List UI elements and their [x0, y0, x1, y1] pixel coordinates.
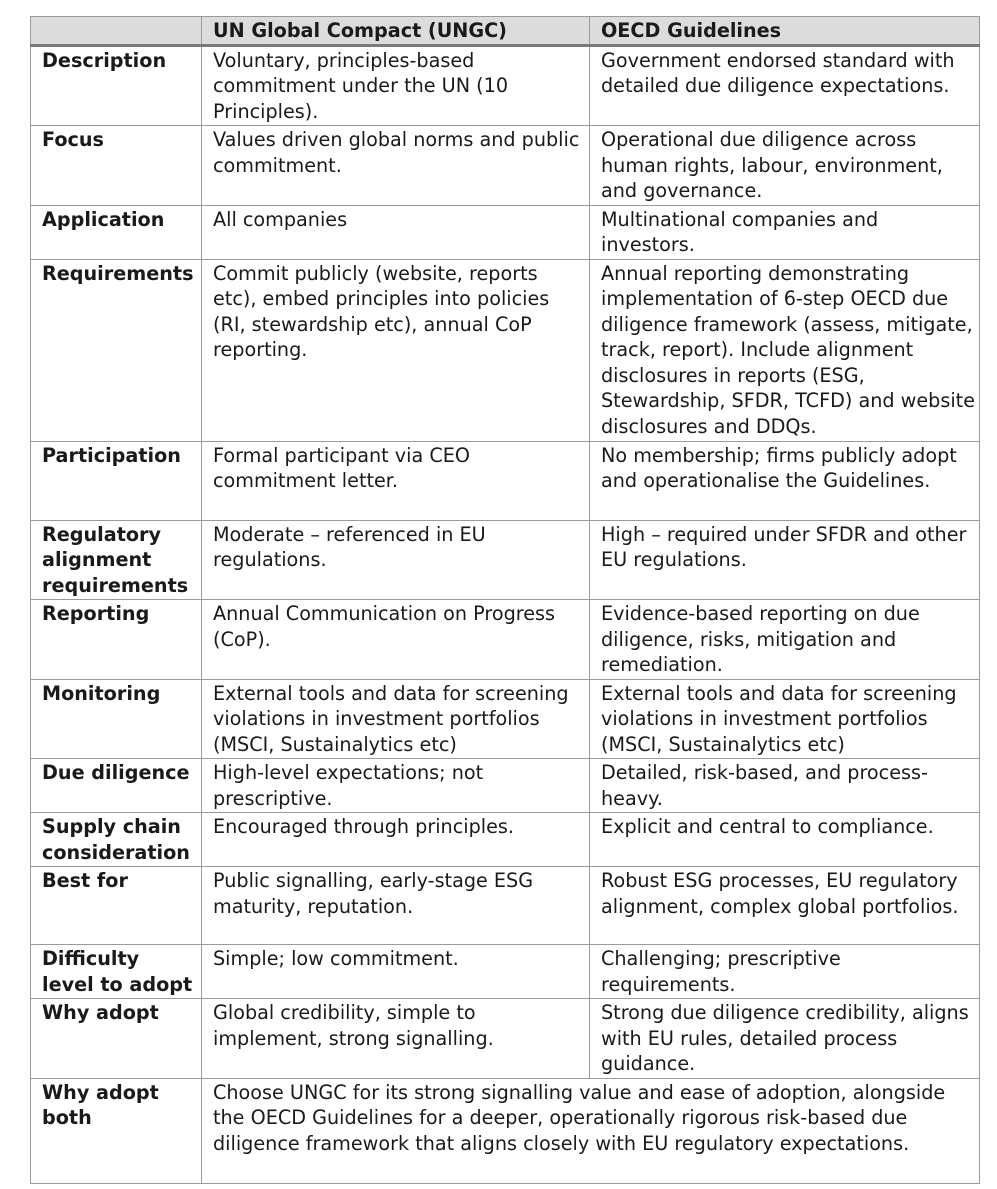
row-label: Participation [31, 441, 202, 520]
ungc-cell: Annual Communication on Progress (CoP). [202, 600, 590, 680]
row-label: Regulatory alignment requirements [31, 520, 202, 600]
row-label: Why adopt [31, 999, 202, 1079]
table-row [31, 520, 980, 600]
table-row [31, 45, 980, 126]
oecd-cell: Operational due diligence across human rights, labour, environment, and governance. [590, 126, 980, 206]
row-label: Why adopt both [31, 1078, 202, 1183]
oecd-cell: Strong due diligence credibility, aligns with EU rules, detailed process guidance. [590, 999, 980, 1079]
table-row-final [31, 1078, 980, 1183]
oecd-cell: High – required under SFDR and other EU regulations. [590, 520, 980, 600]
ungc-cell: Commit publicly (website, reports etc), embed principles into policies (RI, stewardship etc), annual CoP reporting. [202, 259, 590, 441]
row-label: Difficulty level to adopt [31, 945, 202, 999]
oecd-cell: External tools and data for screening violations in investment portfolios (MSCI, Sustainalytics etc) [590, 679, 980, 759]
ungc-cell: External tools and data for screening violations in investment portfolios (MSCI, Sustainalytics etc) [202, 679, 590, 759]
oecd-cell: No membership; firms publicly adopt and operationalise the Guidelines. [590, 441, 980, 520]
ungc-cell: Values driven global norms and public commitment. [202, 126, 590, 206]
ungc-cell: Public signalling, early-stage ESG maturity, reputation. [202, 867, 590, 945]
header-cell-oecd: OECD Guidelines [590, 17, 980, 46]
row-label: Requirements [31, 259, 202, 441]
row-label: Best for [31, 867, 202, 945]
table-row [31, 679, 980, 759]
row-label: Monitoring [31, 679, 202, 759]
ungc-cell: Encouraged through principles. [202, 813, 590, 867]
oecd-cell: Annual reporting demonstrating implementation of 6-step OECD due diligence framework (assess, mitigate, track, report). Include alignment disclosures in reports (ESG, Stewardship, SFDR, TCFD) and website disclosures and DDQs. [590, 259, 980, 441]
row-label: Application [31, 205, 202, 259]
table-row [31, 600, 980, 680]
ungc-cell: Voluntary, principles-based commitment under the UN (10 Principles). [202, 45, 590, 126]
table-row [31, 867, 980, 945]
header-cell-blank [31, 17, 202, 46]
oecd-cell: Evidence-based reporting on due diligence, risks, mitigation and remediation. [590, 600, 980, 680]
ungc-cell: Global credibility, simple to implement, strong signalling. [202, 999, 590, 1079]
row-label: Description [31, 45, 202, 126]
oecd-cell: Multinational companies and investors. [590, 205, 980, 259]
row-label: Due diligence [31, 759, 202, 813]
why-adopt-both-cell: Choose UNGC for its strong signalling value and ease of adoption, alongside the OECD Guidelines for a deeper, operationally rigorous risk-based due diligence framework that aligns closely with EU regulatory expectations. [202, 1078, 980, 1183]
row-label: Supply chain consideration [31, 813, 202, 867]
header-cell-ungc: UN Global Compact (UNGC) [202, 17, 590, 46]
table-row [31, 759, 980, 813]
ungc-cell: High-level expectations; not prescriptive. [202, 759, 590, 813]
row-label: Reporting [31, 600, 202, 680]
oecd-cell: Challenging; prescriptive requirements. [590, 945, 980, 999]
table-row [31, 813, 980, 867]
ungc-cell: Simple; low commitment. [202, 945, 590, 999]
table-row [31, 441, 980, 520]
header-row [31, 17, 980, 46]
oecd-cell: Detailed, risk-based, and process-heavy. [590, 759, 980, 813]
table-row [31, 945, 980, 999]
ungc-cell: Formal participant via CEO commitment letter. [202, 441, 590, 520]
ungc-cell: All companies [202, 205, 590, 259]
ungc-cell: Moderate – referenced in EU regulations. [202, 520, 590, 600]
table-row [31, 259, 980, 441]
oecd-cell: Government endorsed standard with detailed due diligence expectations. [590, 45, 980, 126]
table-row [31, 126, 980, 206]
oecd-cell: Explicit and central to compliance. [590, 813, 980, 867]
table-row [31, 999, 980, 1079]
oecd-cell: Robust ESG processes, EU regulatory alignment, complex global portfolios. [590, 867, 980, 945]
comparison-table [30, 16, 980, 1184]
row-label: Focus [31, 126, 202, 206]
table-row [31, 205, 980, 259]
